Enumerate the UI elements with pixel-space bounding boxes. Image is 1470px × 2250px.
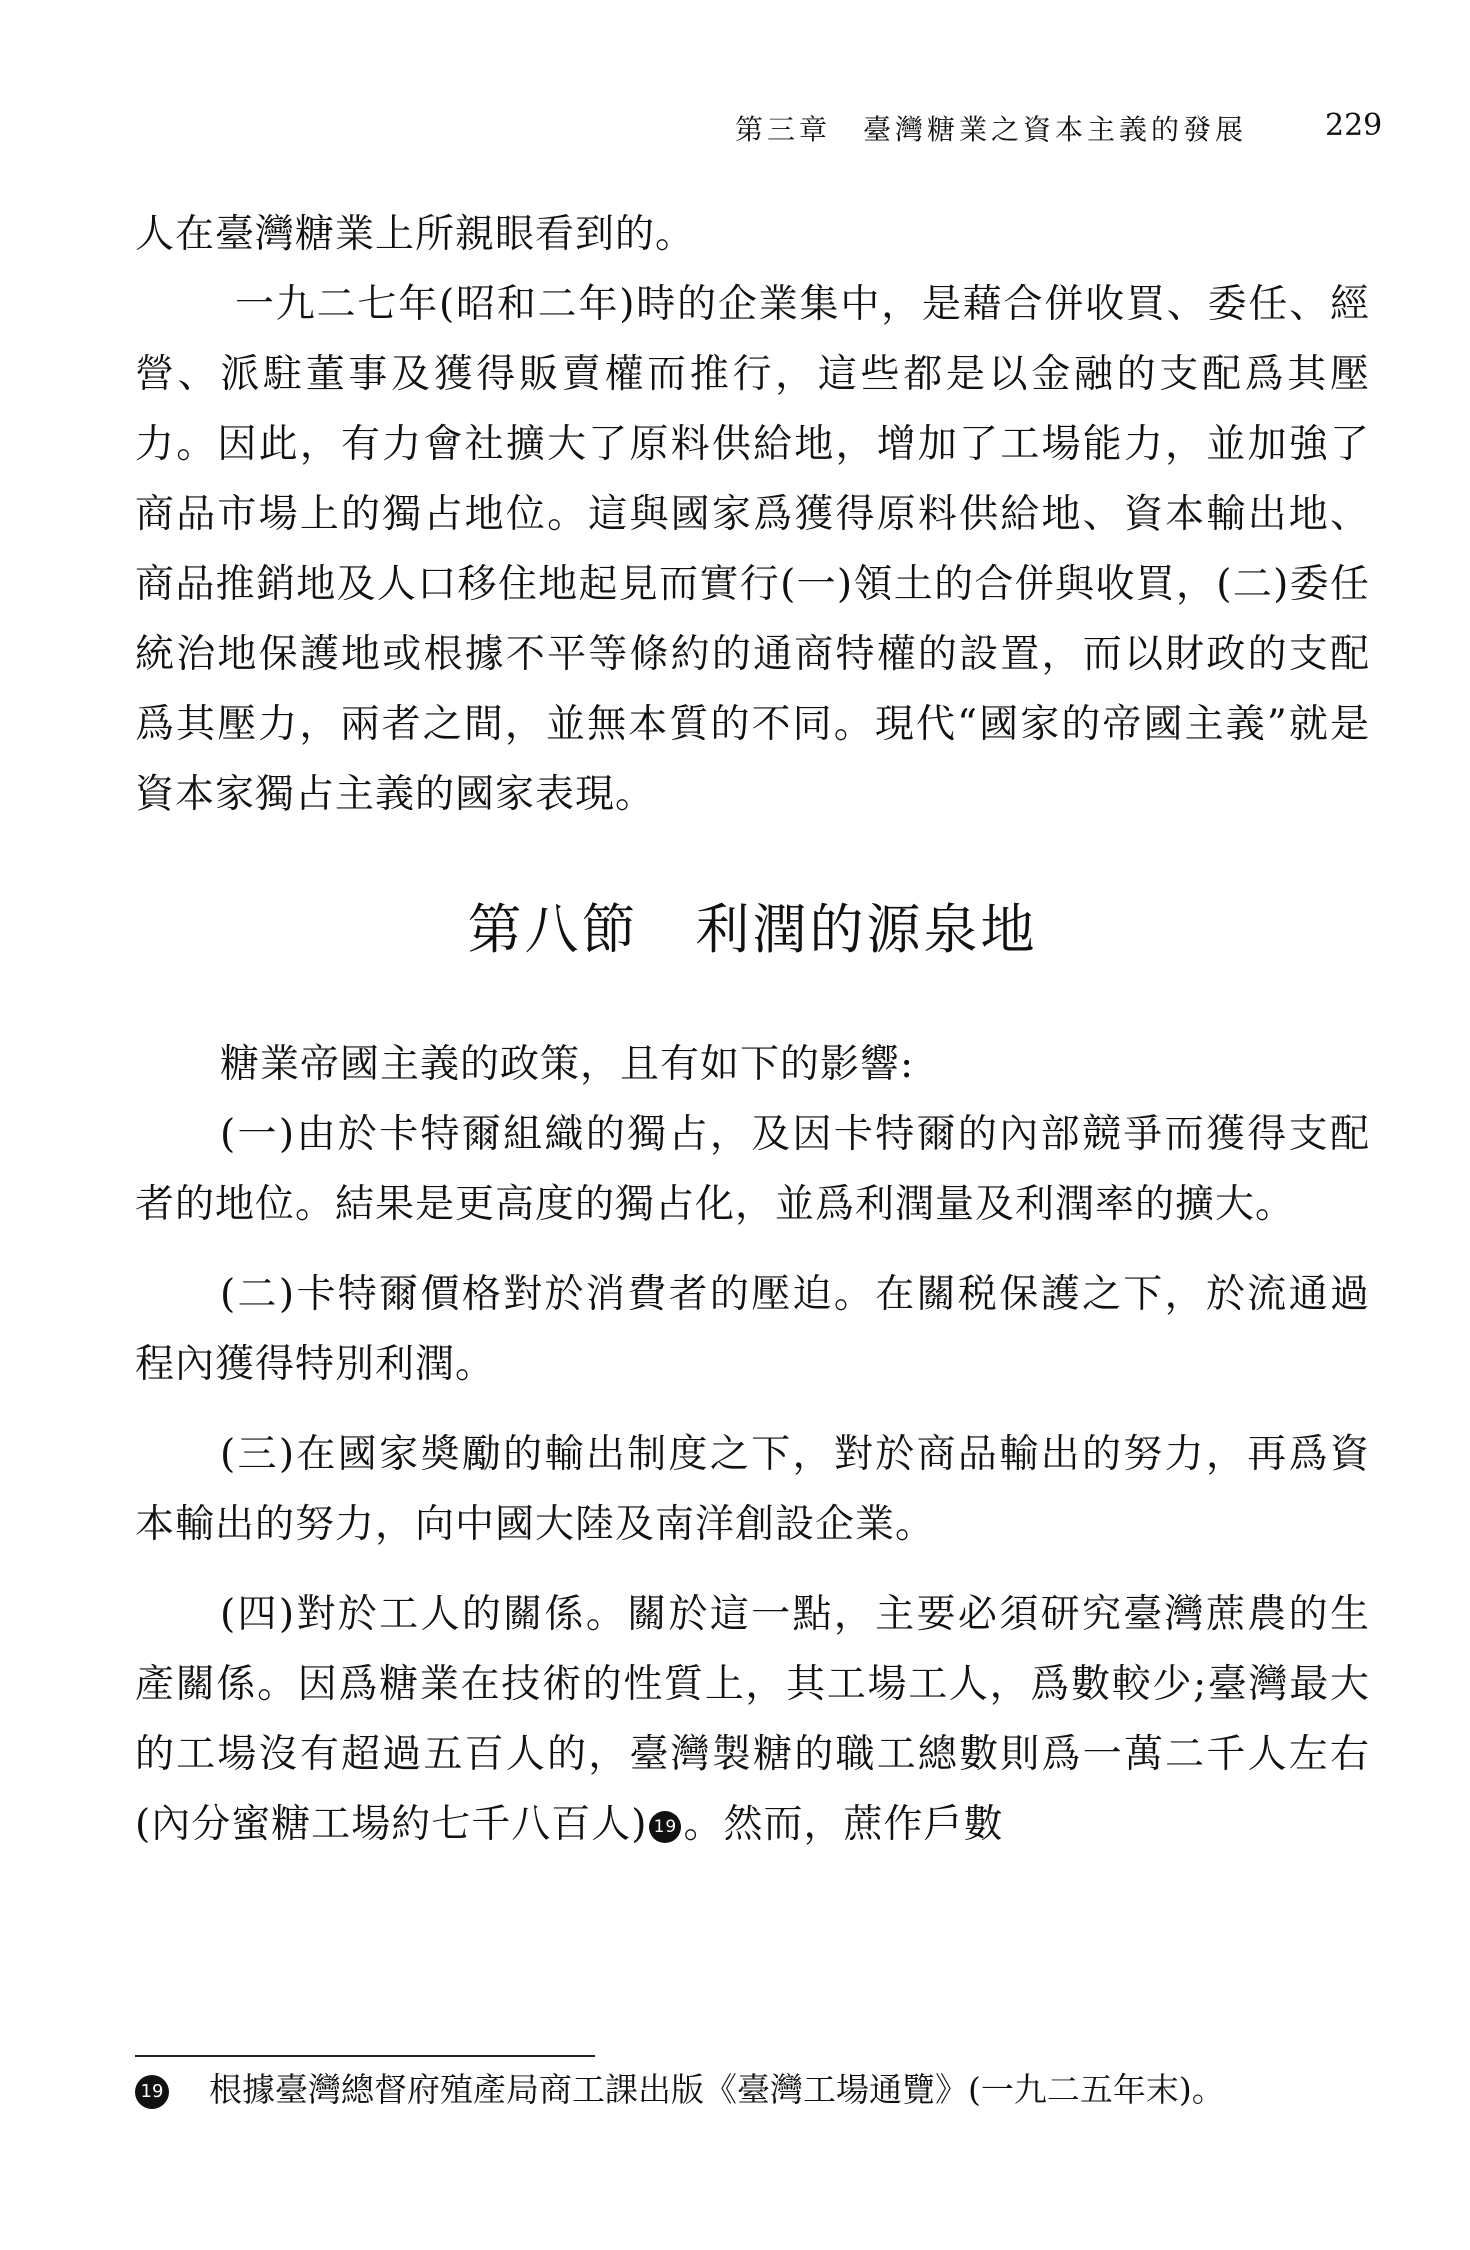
page-number: 229 <box>1325 108 1383 143</box>
running-header <box>0 108 1470 148</box>
footnote-divider <box>135 2055 595 2057</box>
paragraph-item-4-text: (四)對於工人的關係。關於這一點，主要必須研究臺灣蔗農的生產關係。因爲糖業在技術的性質上，其工場工人，爲數較少;臺灣最大的工場沒有超過五百人的，臺灣製糖的職工總數則爲一萬二千人左右(內分蜜糖工場約七千八百人) <box>135 1592 1370 1847</box>
paragraph-continuation: 人在臺灣糖業上所親眼看到的。 <box>135 212 696 257</box>
paragraph-item-3: (三)在國家奬勵的輸出制度之下，對於商品輸出的努力，再爲資本輸出的努力，向中國大陸及南洋創設企業。 <box>135 1432 1370 1547</box>
footnote-reference-mark[interactable]: 19 <box>649 1811 681 1843</box>
paragraph-item-1: (一)由於卡特爾組織的獨占，及因卡特爾的內部競爭而獲得支配者的地位。結果是更高度的獨占化，並爲利潤量及利潤率的擴大。 <box>135 1112 1370 1227</box>
paragraph-item-4-tail: 。然而，蔗作戶數 <box>683 1802 1004 1847</box>
running-title: 第三章 臺灣糖業之資本主義的發展 <box>735 113 1248 146</box>
section-title: 第八節 利潤的源泉地 <box>467 898 1038 961</box>
paragraph-item-4 <box>135 1580 1370 1860</box>
paragraph-item-2: (二)卡特爾價格對於消費者的壓迫。在關税保護之下，於流通過程內獲得特別利潤。 <box>135 1272 1370 1387</box>
footnote <box>135 2065 1370 2115</box>
footnote-text: 根據臺灣總督府殖產局商工課出版《臺灣工場通覽》(一九二五年末)。 <box>209 2070 1225 2109</box>
footnote-mark: 19 <box>135 2075 169 2109</box>
page-body <box>135 200 1370 1860</box>
paragraph-intro: 糖業帝國主義的政策，且有如下的影響: <box>220 1042 915 1087</box>
paragraph-enterprise-concentration: 一九二七年(昭和二年)時的企業集中，是藉合併收買、委任、經營、派駐董事及獲得販賣權而推行，這些都是以金融的支配爲其壓力。因此，有力會社擴大了原料供給地，增加了工場能力，並加強了商品市場上的獨占地位。這與國家爲獲得原料供給地、資本輸出地、商品推銷地及人口移住地起見而實行(一)領土的合併與收買，(二)委任統治地保護地或根據不平等條約的通商特權的設置，而以財政的支配爲其壓力，兩者之間，並無本質的不同。現代“國家的帝國主義”就是資本家獨占主義的國家表現。 <box>135 282 1370 817</box>
